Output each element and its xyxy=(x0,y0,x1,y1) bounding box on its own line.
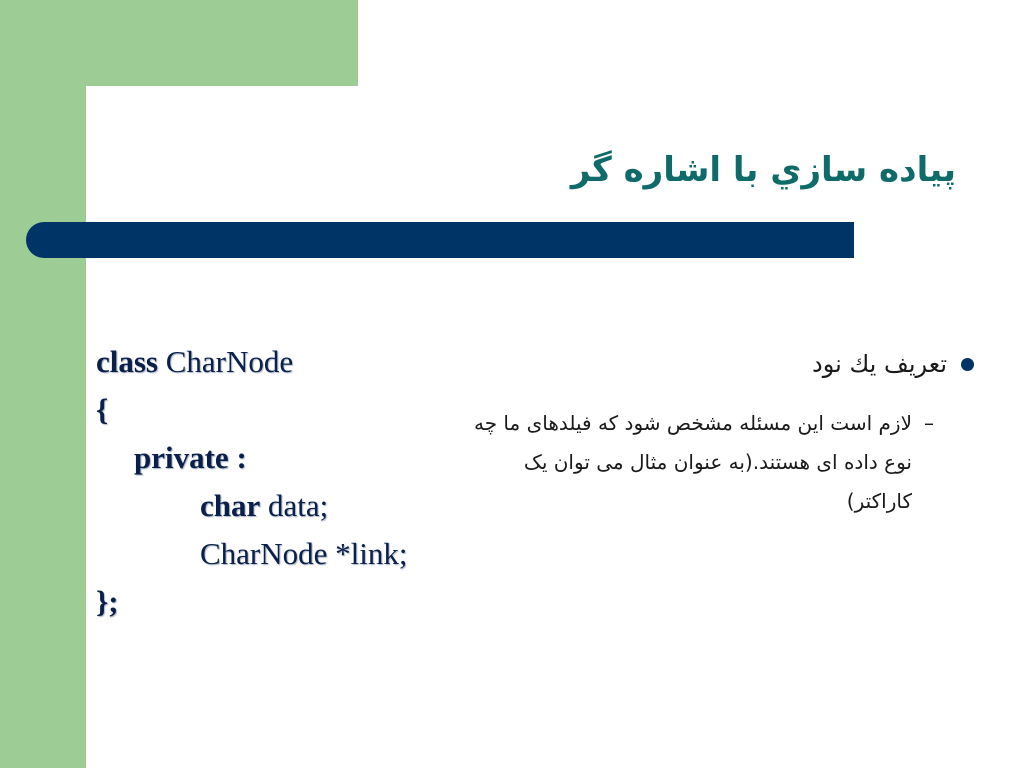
code-line-private xyxy=(96,434,408,482)
dash-icon: – xyxy=(924,411,934,435)
code-keyword: { xyxy=(96,392,109,427)
bullet-text: تعریف يك نود xyxy=(812,350,947,378)
left-green-frame xyxy=(0,0,86,768)
slide-title: پیاده سازي با اشاره گر xyxy=(570,150,956,190)
bullet-dot-icon xyxy=(961,358,974,371)
code-text: data; xyxy=(260,488,329,523)
code-block xyxy=(96,338,408,626)
code-line-open-brace xyxy=(96,386,408,434)
sub-bullet-item xyxy=(474,404,934,521)
bullet-item xyxy=(812,350,974,378)
code-line-link xyxy=(96,530,408,578)
code-keyword: class xyxy=(96,344,158,379)
code-keyword: private : xyxy=(134,440,247,475)
code-keyword: char xyxy=(200,488,261,523)
code-line-char-data xyxy=(96,482,408,530)
sub-bullet-text: لازم است این مسئله مشخص شود که فیلدهای ما چه نوع داده ای هستند.(به عنوان مثال می توان یک کاراکتر) xyxy=(473,411,912,513)
code-text: CharNode xyxy=(158,344,294,379)
code-keyword: }; xyxy=(96,584,119,619)
title-underline-bar xyxy=(26,222,854,258)
top-green-frame xyxy=(0,0,358,86)
code-line-class xyxy=(96,338,408,386)
code-text: CharNode *link; xyxy=(200,536,408,571)
code-line-close-brace xyxy=(96,578,408,626)
